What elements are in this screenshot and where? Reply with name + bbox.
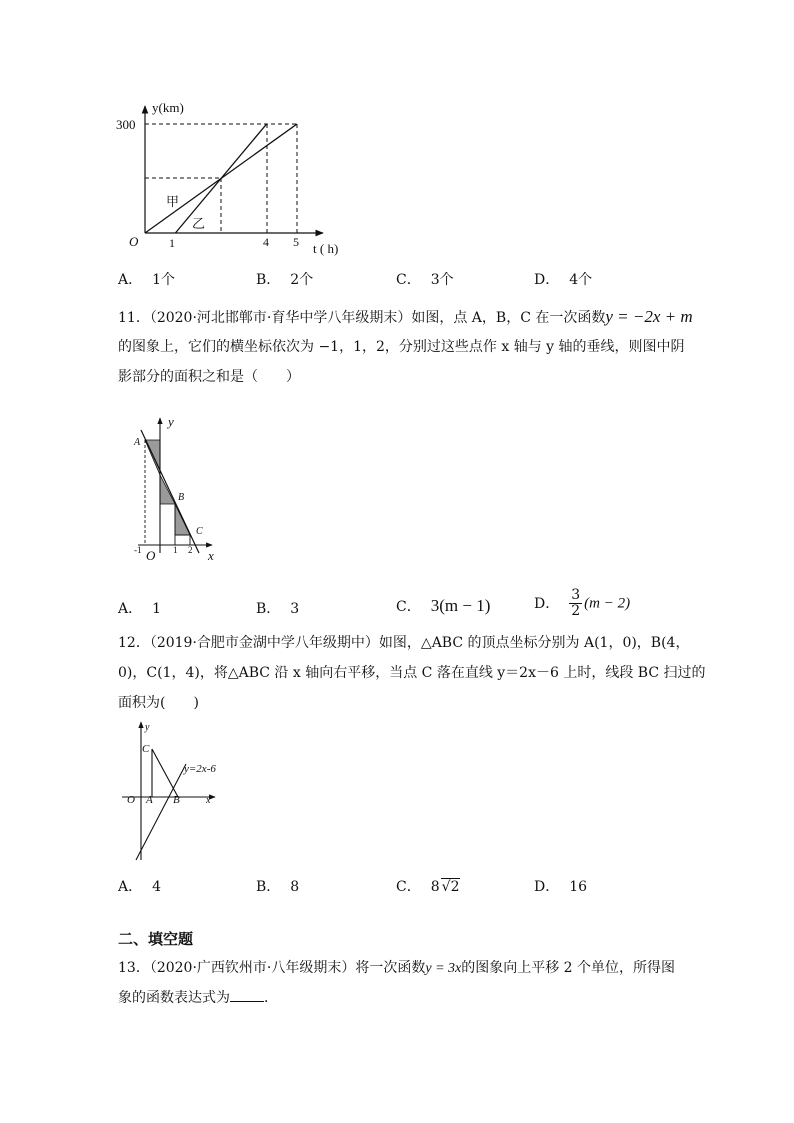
q11-choice-d[interactable]: D． $\frac{3}{2}$ (m − 2) (534, 587, 631, 619)
origin-label: O (129, 234, 139, 249)
q10-choice-a[interactable]: A． 1个 (118, 272, 176, 288)
q10-choice-b[interactable]: B． 2个 (256, 272, 314, 288)
q11-graph (128, 412, 228, 562)
q10-graph (110, 98, 360, 258)
q11-source: （2020·河北邯郸市·育华中学八年级期末） (149, 310, 412, 326)
tick-neg1: -1 (134, 545, 142, 555)
q11-number: 11． (118, 310, 150, 326)
x-label: x (206, 795, 211, 806)
q13-formula: y = 3x (425, 961, 462, 976)
y-label: y (168, 414, 174, 429)
q11-choice-a[interactable]: A． 1 (118, 601, 162, 617)
q13-answer-blank[interactable] (230, 987, 264, 1002)
point-b-label: B (173, 794, 180, 806)
y-tick-300: 300 (116, 117, 136, 132)
q11-formula: y = −2x + m (605, 307, 693, 326)
q12-figure (120, 716, 225, 864)
q10-choices (118, 269, 678, 293)
y-label: y (145, 722, 150, 733)
q12-source: （2019·合肥市金湖中学八年级期中） (149, 635, 379, 651)
q13-number: 13． (118, 960, 150, 976)
tick-2: 2 (188, 545, 193, 555)
point-c-label: C (142, 743, 150, 755)
x-tick-4: 4 (263, 235, 269, 249)
point-b-label: B (178, 492, 185, 503)
shaded-triangle-b (160, 475, 175, 504)
q10-choice-c[interactable]: C． 3个 (396, 272, 454, 288)
q10-distance-time-figure (110, 98, 360, 258)
sqrt-2: √2 (441, 879, 460, 895)
point-a-label: A (146, 794, 153, 806)
y-axis-label: y(km) (152, 100, 184, 115)
q11-choices (118, 587, 678, 628)
q12-choice-b[interactable]: B． 8 (256, 879, 300, 895)
q12-choice-a[interactable]: A． 4 (118, 879, 162, 895)
q12-choice-c[interactable]: C． 8 √2 (396, 879, 460, 895)
line-y-2x-6 (136, 764, 186, 860)
fraction-3-over-2: $\frac{3}{2}$ (571, 587, 581, 619)
q12-choices (118, 876, 678, 900)
tick-1: 1 (173, 545, 178, 555)
line-jia-label: 甲 (166, 194, 180, 209)
q11-choice-c[interactable]: C． 3(m − 1) (396, 596, 491, 615)
x-label: x (208, 548, 214, 563)
point-c-label: C (196, 526, 203, 537)
q11-figure (128, 412, 228, 562)
x-tick-1: 1 (169, 236, 175, 250)
q12-text: 12．（2019·合肥市金湖中学八年级期中）如图，△ABC 的顶点坐标分别为 A(1，0)，B(4， 0)，C(1，4)，将△ABC 沿 x 轴向右平移，当点 C 落在直线 y＝2x－6 上时，线段 BC 扫过的 面积为( ) (118, 635, 706, 711)
section-fill-in-heading: 二、填空题 (118, 930, 194, 948)
q12-number: 12． (118, 635, 150, 651)
origin-label: O (127, 794, 135, 806)
x-axis-label: t ( h) (313, 241, 339, 256)
function-line (141, 430, 199, 553)
q12-choice-d[interactable]: D． 16 (534, 879, 588, 895)
shaded-triangle-a (145, 440, 160, 475)
triangle-abc (152, 749, 178, 797)
line-yi-label: 乙 (192, 216, 206, 231)
line-label: y=2x-6 (184, 763, 216, 775)
origin-label: O (146, 548, 156, 563)
point-a-label: A (134, 437, 141, 448)
q12-graph (120, 716, 225, 864)
q11-choice-b[interactable]: B． 3 (256, 601, 300, 617)
x-tick-5: 5 (293, 235, 299, 249)
q13-text: 13．（2020·广西钦州市·八年级期末）将一次函数y = 3x的图象向上平移 2 个单位，所得图 象的函数表达式为 ． (118, 960, 676, 1006)
q13-source: （2020·广西钦州市·八年级期末） (149, 960, 356, 976)
q11-text: 11．（2020·河北邯郸市·育华中学八年级期末）如图，点 A，B，C 在一次函数y = −2x + m 的图象上，它们的横坐标依次为 −1，1，2，分别过这些点作 x 轴与 y 轴的垂线，则图中阴 影部分的面积之和是（ ） (118, 307, 693, 385)
q10-choice-d[interactable]: D． 4个 (534, 272, 593, 288)
